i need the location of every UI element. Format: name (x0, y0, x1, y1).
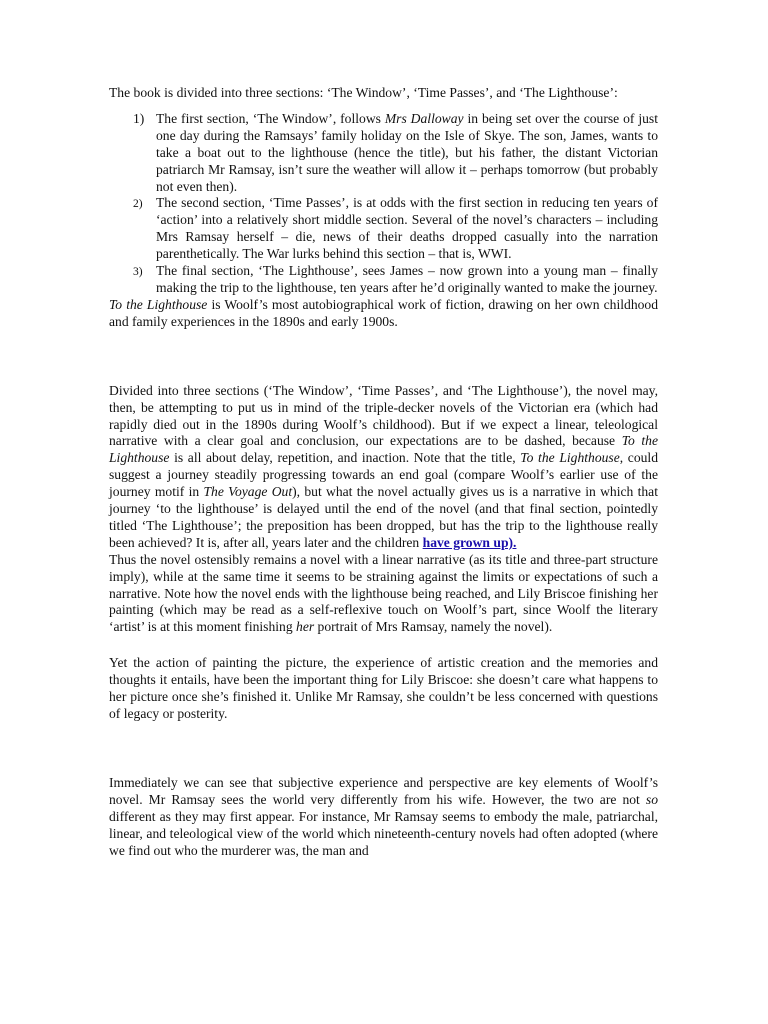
paragraph-text: Thus the novel ostensibly remains a novel with a linear narrative (as its title and three-part structure imply), while at the same time it seems to be straining against the limits or expectations of such a narrative. Note how the novel ends with the lighthouse being reached, and Lily Briscoe finishing her painting (which may be read as a self-reflexive touch on Woolf’s part, since Woolf the literary ‘artist’ is at this moment finishing (109, 551, 658, 635)
paragraph-text: different as they may first appear. For instance, Mr Ramsay seems to embody the male, patriarchal, linear, and teleological view of the world which nineteenth-century novels had often adopted (where we find out who the murderer was, the man and (109, 808, 658, 858)
title-emphasis: To the Lighthouse (520, 450, 620, 466)
immediately-paragraph (109, 775, 658, 860)
list-item (109, 111, 658, 196)
word-emphasis: so (645, 791, 658, 807)
title-emphasis: To the Lighthouse (109, 296, 208, 312)
paragraph-text: , could suggest a journey steadily progressing towards an end goal (compare Woolf’s earlier use of the journey motif in (109, 450, 659, 500)
paragraph-text: Divided into three sections (‘The Window’, ‘Time Passes’, and ‘The Lighthouse’), the novel may, then, be attempting to put us in mind of the triple-decker novels of the Victorian era (which had rapidly died out in the 1890s during Woolf’s childhood). But if we expect a linear, teleological narrative with a clear goal and conclusion, our expectations are to be dashed, because (109, 382, 658, 449)
paragraph-text: Immediately we can see that subjective experience and perspective are key elements of Woolf’s novel. Mr Ramsay sees the world very differently from his wife. However, the two are not (109, 774, 658, 807)
spacer (109, 331, 658, 383)
paragraph-text: is all about delay, repetition, and inaction. Note that the title, (169, 450, 521, 466)
list-item (109, 195, 658, 263)
autobiographical-paragraph (109, 297, 658, 331)
paragraph-text: ), but what the novel actually gives us is a narrative in which that journey ‘to the lighthouse’ is delayed until the end of the novel (and that final section, pointedly titled ‘The Lighthouse’; the preposition has been dropped, but has the trip to the lighthouse really been achieved? It is, after all, years later and the children (109, 484, 658, 550)
yet-paragraph: Yet the action of painting the picture, the experience of artistic creation and the memories and thoughts it entails, have been the important thing for Lily Briscoe: she doesn’t care what happens to her picture once she’s finished it. Unlike Mr Ramsay, she couldn’t be less concerned with questions of legacy or posterity. (109, 655, 658, 721)
list-number: 1) (133, 110, 145, 126)
paragraph-text: is Woolf’s most autobiographical work of fiction, drawing on her own childhood and family experiences in the 1890s and early 1900s. (109, 296, 659, 329)
sections-list (109, 111, 658, 297)
section-text: The first section, ‘The Window’, follows (156, 110, 385, 126)
document-body (109, 85, 658, 859)
title-emphasis: To the Lighthouse (109, 433, 658, 466)
spacer (109, 723, 658, 775)
title-emphasis: The Voyage Out (203, 484, 293, 500)
spacer (109, 636, 658, 655)
have-grown-up-link[interactable]: have grown up). (422, 534, 517, 550)
thus-paragraph (109, 552, 658, 637)
section-text: The final section, ‘The Lighthouse’, sees James – now grown into a young man – finally making the trip to the lighthouse, ten years after he’d originally wanted to make the journey. (156, 263, 658, 295)
list-item (109, 263, 658, 297)
paragraph-text: portrait of Mrs Ramsay, namely the novel). (314, 619, 553, 635)
section-text: The second section, ‘Time Passes’, is at odds with the first section in reducing ten years of ‘action’ into a relatively short middle section. Several of the novel’s characters – including Mrs Ramsay herself – die, news of their deaths dropped casually into the narration parenthetically. The War lurks behind this section – that is, WWI. (156, 195, 658, 262)
intro-paragraph: The book is divided into three sections: ‘The Window’, ‘Time Passes’, and ‘The Lighthouse’: (109, 85, 618, 100)
title-emphasis: Mrs Dalloway (384, 110, 464, 126)
list-number: 2) (133, 198, 143, 211)
section-text: in being set over the course of just one day during the Ramsays’ family holiday on the Isle of Skye. The son, James, wants to take a boat out to the lighthouse (hence the title), but his father, the distant Victorian patriarch Mr Ramsay, isn’t sure the weather will allow it – perhaps tomorrow (but probably not even then). (156, 110, 658, 194)
divided-paragraph (109, 383, 658, 552)
list-number: 3) (133, 266, 143, 279)
word-emphasis: her (296, 619, 315, 635)
